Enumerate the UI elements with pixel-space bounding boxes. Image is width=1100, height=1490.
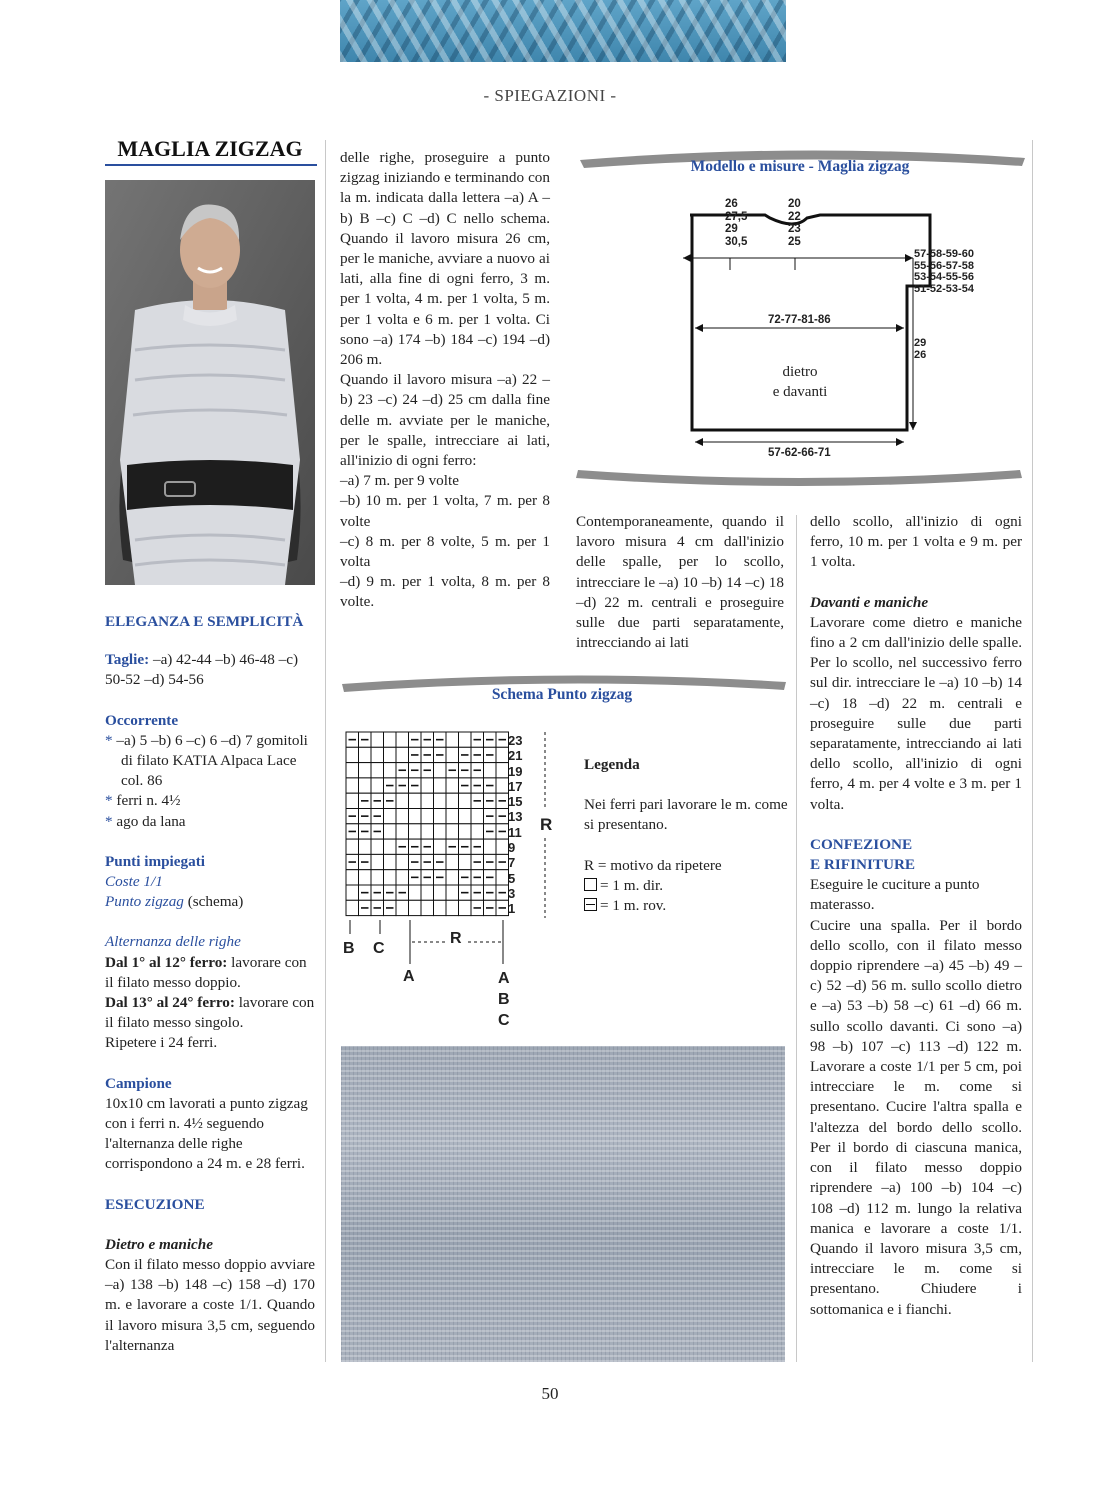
letter-c-left: C <box>373 940 385 957</box>
chart-cell <box>371 839 384 854</box>
chart-cell <box>421 793 434 808</box>
column-divider <box>796 515 797 1362</box>
chart-cell <box>496 870 509 885</box>
knit-symbol-icon <box>584 878 597 891</box>
chart-cell <box>371 732 384 747</box>
model-photo-illustration <box>105 180 315 585</box>
chart-cell <box>459 732 472 747</box>
occorrente-item: * –a) 5 –b) 6 –c) 6 –d) 7 gomitoli di filato KATIA Alpaca Lace col. 86 <box>105 731 308 790</box>
confezione-text-1: Eseguire le cuciture a punto materasso. <box>810 876 980 914</box>
chart-cell <box>359 839 372 854</box>
column-divider <box>325 140 326 1362</box>
chart-cell <box>421 885 434 900</box>
chart-cell <box>434 763 447 778</box>
alternanza-rule-1: Dal 1° al 12° ferro: lavorare con il filato messo doppio. <box>105 953 307 991</box>
chart-cell <box>371 870 384 885</box>
chart-cell <box>459 809 472 824</box>
chart-cell <box>459 900 472 915</box>
chart-cell <box>409 809 422 824</box>
width-label: 72-77-81-86 <box>768 314 831 326</box>
chart-cell <box>446 747 459 762</box>
chart-cell <box>446 778 459 793</box>
legend-purl: = 1 m. rov. <box>584 896 789 916</box>
chart-cell <box>496 839 509 854</box>
col2-line: –d) 9 m. per 1 volta, 8 m. per 8 volte. <box>340 573 550 611</box>
page-title: MAGLIA ZIGZAG <box>117 136 303 161</box>
chart-cell <box>346 900 359 915</box>
chart-cell <box>434 885 447 900</box>
col2-text-2: Quando il lavoro misura –a) 22 –b) 23 –c) 24 –d) 25 cm dalla fine delle m. avviate per le maniche, per le spalle, intrecciare ai lati, all'inizio di ogni ferro: <box>340 371 550 470</box>
chart-cell <box>484 839 497 854</box>
col2-line: –b) 10 m. per 1 volta, 7 m. per 8 volte <box>340 492 550 530</box>
chart-cell <box>434 809 447 824</box>
chart-cell <box>346 839 359 854</box>
campione-text: 10x10 cm lavorati a punto zigzag con i ferri n. 4½ seguendo l'alternanza delle righe corrispondono a 24 m. e 28 ferri. <box>105 1094 308 1173</box>
repeat-label-vertical: R <box>540 815 553 834</box>
chart-cell <box>396 793 409 808</box>
chart-cell <box>496 778 509 793</box>
column-1 <box>105 612 315 1356</box>
shoulder-values: 20 22 23 25 <box>788 198 801 248</box>
column-divider <box>1032 140 1033 1362</box>
chart-cell <box>346 793 359 808</box>
column-4 <box>810 512 1022 1320</box>
col2-text-1: delle righe, proseguire a punto zigzag iniziando e terminando con la m. indicata dalla lettera –a) A –b) B –c) C –d) C nello schema. Quando il lavoro misura 26 cm, per le maniche, avviare a nuovo ai lati, alla fine di ogni ferro, 3 m. per 1 volta, 4 m. per 1 volta, 5 m. per 1 volta e 6 m. per 1 volta. Ci sono –a) 174 –b) 184 –c) 194 –d) 206 m. <box>340 149 550 369</box>
davanti-text: Lavorare come dietro e maniche fino a 2 cm dall'inizio delle spalle. Per lo scollo, nel successivo ferro sul dir. intrecciare le –a) 10 –b) 14 –c) 18 –d) 22 m. centrali e proseguire sulle due parti separatamente, intrecciando ai lati dello scollo, all'inizio di ogni ferro, 4 m. per 4 volte e 3 m. per 1 volta. <box>810 613 1022 813</box>
chart-cell <box>446 900 459 915</box>
column-2 <box>340 148 550 613</box>
repeat-bracket <box>530 730 553 920</box>
chart-cell <box>409 824 422 839</box>
chart-cell <box>359 763 372 778</box>
taglie: Taglie: –a) 42-44 –b) 46-48 –c) 50-52 –d) 54-56 <box>105 651 299 689</box>
occorrente-item: * ago da lana <box>105 812 186 830</box>
chart-cell <box>446 854 459 869</box>
chart-cell <box>396 854 409 869</box>
chart-cell <box>384 809 397 824</box>
chart-cell <box>496 747 509 762</box>
chart-cell <box>471 809 484 824</box>
legend-title: Legenda <box>584 756 640 773</box>
chart-cell <box>396 870 409 885</box>
column-3 <box>576 512 784 653</box>
legend <box>584 755 789 916</box>
knit-closeup-photo <box>341 1046 785 1362</box>
chart-cell <box>434 793 447 808</box>
chart-cell <box>359 778 372 793</box>
occorrente-heading: Occorrente <box>105 711 179 729</box>
chart-cell <box>371 778 384 793</box>
davanti-heading: Davanti e maniche <box>810 593 929 611</box>
chart-cell <box>421 900 434 915</box>
confezione-text-2: Cucire una spalla. Per il bordo dello scollo, con il filato messo doppio riprendere –a) 45 –b) 49 –c) 52 –d) 56 m. sullo scollo dietro e –a) 53 –b) 58 –c) 61 –d) 66 m. sullo scollo davanti. Ci sono –a) 98 –b) 107 –c) 113 –d) 122 m. Lavorare a coste 1/1 per 5 cm, poi intrecciare le m. come si presentano. Cucire l'altra spalla e l'altezza del bordo dello scollo. Per il bordo di ciascuna manica, con il filato messo doppio riprendere –a) 100 –b) 104 –c) 108 –d) 112 m. lungo la relativa manica e lavorare a coste 1/1. Quando il lavoro misura 3,5 cm, intrecciare le m. come si presentano. Chiudere i sottomanica e i fianchi. <box>810 916 1022 1318</box>
chart-cell <box>446 732 459 747</box>
alternanza-heading: Alternanza delle righe <box>105 933 241 951</box>
side-values: 29 26 <box>914 337 927 361</box>
chart-cell <box>396 732 409 747</box>
dietro-text: Con il filato messo doppio avviare –a) 138 –b) 148 –c) 158 –d) 170 m. e lavorare a coste 1/1. Quando il lavoro misura 3,5 cm, seguendo l'alternanza <box>105 1256 315 1354</box>
page-number: 50 <box>541 1384 559 1403</box>
alternanza-rule-2: Dal 13° al 24° ferro: lavorare con il filato messo singolo. <box>105 994 315 1032</box>
chart-cell <box>446 809 459 824</box>
chart-cell <box>421 824 434 839</box>
chart-bottom-markers <box>340 920 520 980</box>
chart-cell <box>409 885 422 900</box>
model-title: Modello e misure - Maglia zigzag <box>690 158 910 175</box>
knit-texture-banner <box>340 0 786 62</box>
confezione-heading: CONFEZIONE <box>810 835 913 853</box>
chart-cell <box>484 763 497 778</box>
chart-cell <box>446 870 459 885</box>
chart-cell <box>496 763 509 778</box>
alternanza-rule-3: Ripetere i 24 ferri. <box>105 1034 218 1052</box>
chart-cell <box>409 900 422 915</box>
chart-cell <box>359 870 372 885</box>
legend-text: Nei ferri pari lavorare le m. come si presentano. <box>584 796 788 834</box>
campione-heading: Campione <box>105 1074 172 1092</box>
chart-cell <box>421 778 434 793</box>
chart-cell <box>396 824 409 839</box>
punti-coste: Coste 1/1 <box>105 873 163 891</box>
section-header: - SPIEGAZIONI - <box>483 86 617 105</box>
chart-cell <box>384 763 397 778</box>
legend-knit: = 1 m. dir. <box>584 876 789 896</box>
chart-cell <box>384 870 397 885</box>
col2-line: –c) 8 m. per 8 volte, 5 m. per 1 volta <box>340 532 550 571</box>
chart-cell <box>434 839 447 854</box>
chart-cell <box>371 854 384 869</box>
letter-b-left: B <box>343 940 355 957</box>
chart-cell <box>434 824 447 839</box>
chart-cell <box>459 793 472 808</box>
letters-right: A B C <box>498 970 510 1029</box>
chart-cell <box>384 747 397 762</box>
chart-cell <box>396 747 409 762</box>
occorrente-item: * ferri n. 4½ <box>105 792 181 810</box>
chart-cell <box>459 824 472 839</box>
body-label: dietro e davanti <box>772 364 828 400</box>
bottom-width-label: 57-62-66-71 <box>768 447 831 459</box>
chart-cell <box>446 824 459 839</box>
chart-cell <box>396 809 409 824</box>
chart-cell <box>446 793 459 808</box>
schema-title: Schema Punto zigzag <box>491 686 633 703</box>
chart-cell <box>471 824 484 839</box>
chart-cell <box>384 854 397 869</box>
esecuzione-heading: ESECUZIONE <box>105 1195 205 1213</box>
chart-cell <box>384 824 397 839</box>
chart-cell <box>346 885 359 900</box>
chart-cell <box>409 793 422 808</box>
chart-cell <box>359 747 372 762</box>
col2-line: –a) 7 m. per 9 volte <box>340 472 459 490</box>
dietro-heading: Dietro e maniche <box>105 1235 213 1253</box>
chart-cell <box>371 747 384 762</box>
chart-cell <box>371 763 384 778</box>
col4-text-1: dello scollo, all'inizio di ogni ferro, 10 m. per 1 volta e 9 m. per 1 volta. <box>810 513 1022 571</box>
neck-depth-values: 26 27,5 29 30,5 <box>725 198 748 248</box>
purl-symbol-icon <box>584 898 597 911</box>
chart-cell <box>434 900 447 915</box>
chart-cell <box>384 732 397 747</box>
chart-cell <box>421 809 434 824</box>
model-photo <box>105 180 315 585</box>
punti-heading: Punti impiegati <box>105 852 205 870</box>
chart-cell <box>346 763 359 778</box>
col3-text: Contemporaneamente, quando il lavoro misura 4 cm dall'inizio delle spalle, per lo scollo, intrecciare le –a) 10 –b) 14 –c) 18 –d) 22 m. centrali e proseguire sulle due parti separatamente, intrecciando ai lati <box>576 513 784 652</box>
legend-repeat: R = motivo da ripetere <box>584 856 722 874</box>
chart-cell <box>396 900 409 915</box>
letter-a-left: A <box>403 968 415 985</box>
chart-cell <box>384 839 397 854</box>
chart-cell <box>446 885 459 900</box>
chart-cell <box>434 778 447 793</box>
subtitle: ELEGANZA E SEMPLICITÀ <box>105 613 304 630</box>
confezione-heading-2: E RIFINITURE <box>810 856 916 874</box>
chart-cell <box>459 854 472 869</box>
length-values: 57-58-59-60 55-56-57-58 53-54-55-56 51-52-53-54 <box>914 248 974 295</box>
chart-cell <box>346 778 359 793</box>
chart-cell <box>346 870 359 885</box>
repeat-label-horizontal: R <box>450 930 462 947</box>
chart-cell <box>346 747 359 762</box>
punti-zigzag: Punto zigzag (schema) <box>105 893 244 911</box>
row-numbers: 23 21 19 17 15 13 11 9 7 5 3 1 <box>508 733 523 917</box>
title-underline <box>105 164 317 166</box>
